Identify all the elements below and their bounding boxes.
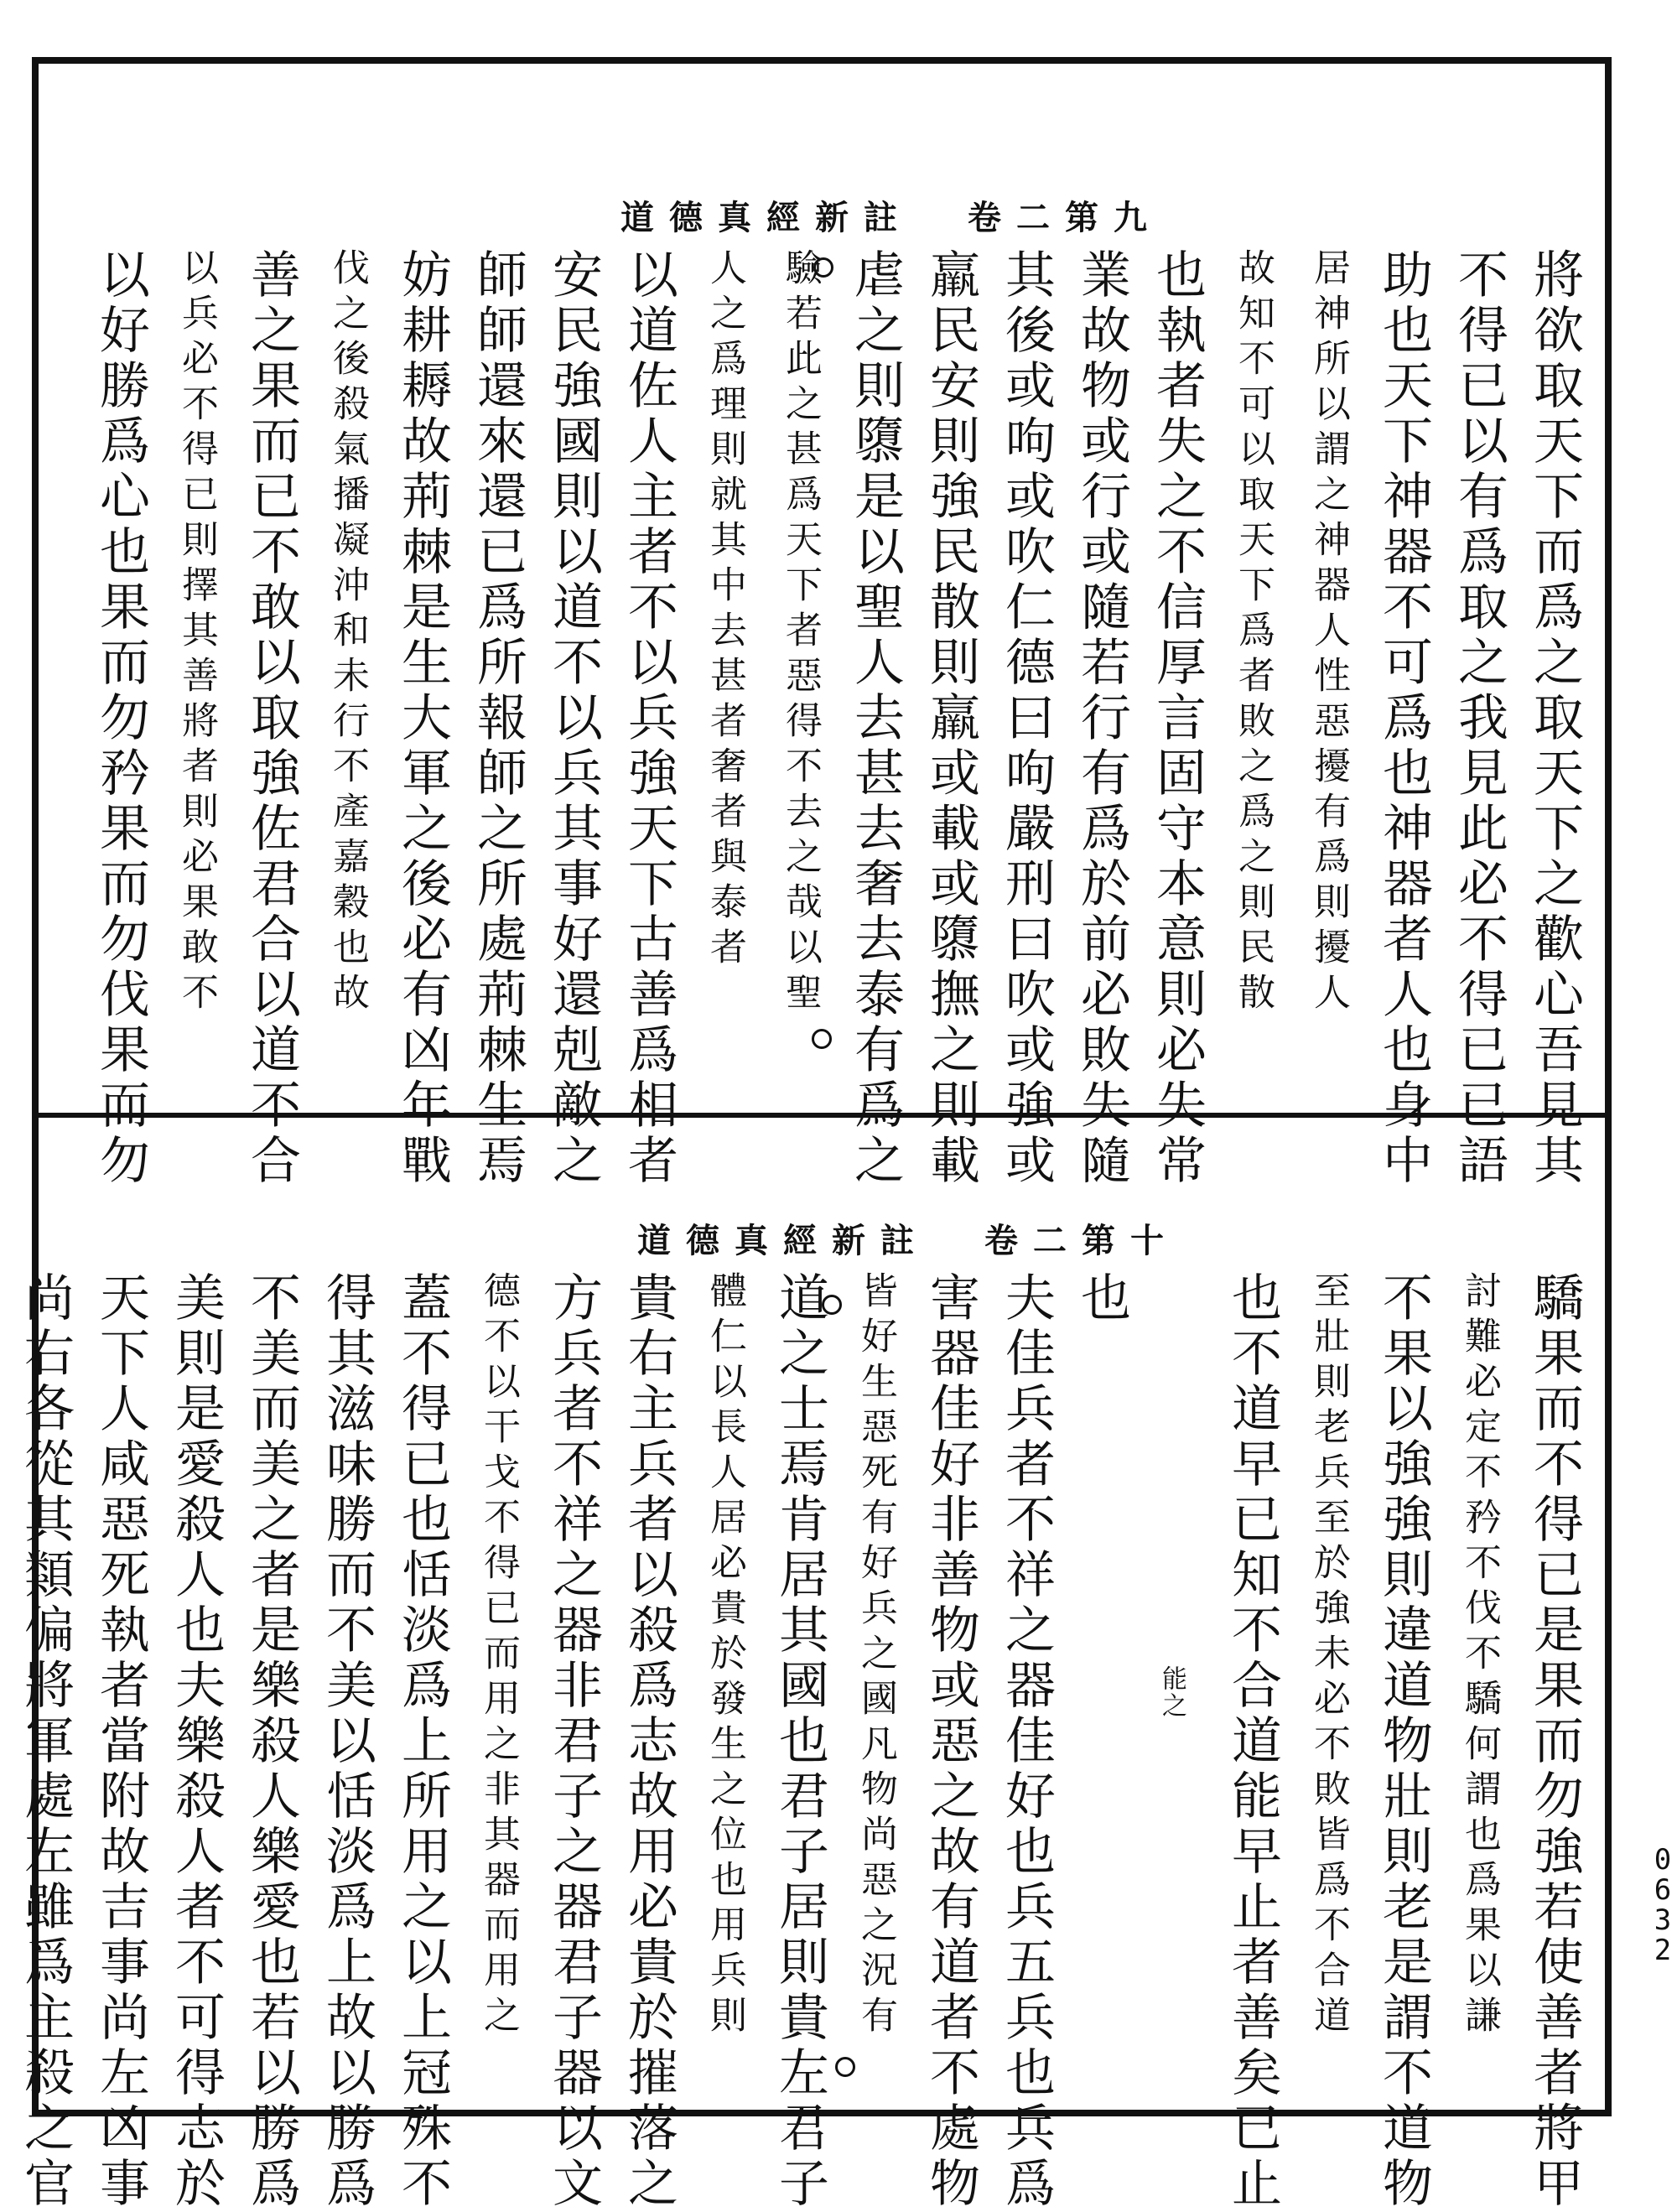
- text-column-text: 道之士焉肯居其國也君子居則貴左君子: [771, 1271, 829, 2212]
- text-column: [1434, 248, 1509, 1189]
- text-column-text: 羸民安則強民散則羸或載或隳撫之則載: [922, 248, 980, 1189]
- text-column-text: 討難必定不矜不伐不驕何謂也爲果以謙: [1458, 1271, 1501, 2041]
- page-number-digit: 2: [1654, 1934, 1672, 1968]
- top-page-header: [620, 191, 1162, 239]
- text-column: [679, 1271, 755, 2110]
- top-header-title: 道德真經新註: [620, 198, 912, 237]
- text-column-text: 尚右各從其類偏將軍處左雖爲主殺之官: [16, 1271, 75, 2212]
- top-header-volume: 卷二第九: [968, 198, 1162, 237]
- text-column-text: 能之: [1157, 1665, 1186, 1719]
- text-column-text: 也不道早已知不合道能早止者善矣已止: [1223, 1271, 1282, 2212]
- text-column: [1057, 1271, 1132, 2110]
- text-column-text: 助也天下神器不可爲也神器者人也身中: [1374, 248, 1433, 1189]
- text-column: [1358, 1271, 1434, 2212]
- text-column: [1283, 248, 1358, 1087]
- text-column-text: 善之果而已不敢以取強佐君合以道不合: [242, 248, 301, 1189]
- text-column: [981, 1271, 1057, 2212]
- text-column: [453, 1271, 528, 2110]
- text-column-text: 將欲取天下而爲之取天下之歡心吾見其: [1525, 248, 1584, 1189]
- text-column-text: 體仁以長人居必貴於發生之位也用兵則: [704, 1271, 746, 2041]
- text-column: [377, 248, 453, 1189]
- text-column-text: 貴右主兵者以殺爲志故用必貴於摧落之: [620, 1271, 678, 2212]
- page-number-digit: 3: [1654, 1903, 1672, 1938]
- text-column: [1509, 248, 1585, 1189]
- text-column: [604, 1271, 679, 2212]
- text-column-text: 也: [1072, 1271, 1131, 1327]
- text-column-text: 以道佐人主者不以兵強天下古善爲相者: [620, 248, 678, 1189]
- text-column: [1509, 1271, 1585, 2212]
- text-column-text: 伐之後殺氣播凝沖和未行不產嘉穀也故: [326, 248, 369, 1018]
- text-column: [604, 248, 679, 1189]
- text-column-text: 師師還來還已爲所報師之所處荊棘生焉: [469, 248, 527, 1189]
- text-column: [453, 248, 528, 1189]
- bottom-page-header: [637, 1214, 1179, 1262]
- text-column: [302, 248, 377, 1087]
- text-column: [151, 248, 226, 1087]
- text-column-text: 居神所以謂之神器人性惡擾有爲則擾人: [1307, 248, 1350, 1018]
- text-column-text: 人之爲理則就其中去甚者奢者與泰者: [704, 248, 746, 973]
- text-column: [75, 1271, 151, 2212]
- text-column: [151, 1271, 226, 2212]
- text-column: [226, 248, 302, 1189]
- text-column-text: 得其滋味勝而不美以恬淡爲上故以勝爲: [318, 1271, 376, 2212]
- text-column: [1132, 1271, 1207, 2110]
- text-column-text: 妨耕耨故荊棘是生大軍之後必有凶年戰: [393, 248, 452, 1189]
- text-column-text: 至壯則老兵至於強未必不敗皆爲不合道: [1307, 1271, 1350, 2041]
- text-column-text: 以好勝爲心也果而勿矜果而勿伐果而勿: [91, 248, 150, 1189]
- text-column-text: 驗若此之甚爲天下者惡得不去之哉以聖: [779, 248, 822, 1018]
- text-column-text: 夫佳兵者不祥之器佳好也兵五兵也兵爲: [997, 1271, 1056, 2212]
- text-column-text: 虐之則隳是以聖人去甚去奢去泰有爲之: [846, 248, 905, 1189]
- top-text-section: [67, 248, 1585, 1189]
- text-column-text: 也執者失之不信厚言固守本意則必失常: [1148, 248, 1207, 1189]
- text-column: [226, 1271, 302, 2212]
- text-column: [528, 248, 604, 1189]
- bottom-header-volume: 卷二第十: [984, 1221, 1179, 1260]
- text-column-text: 其後或呴或吹仁德曰呴嚴刑曰吹或強或: [997, 248, 1056, 1189]
- text-column-text: 安民強國則以道不以兵其事好還剋敵之: [544, 248, 603, 1189]
- text-column: [528, 1271, 604, 2212]
- text-column: [981, 248, 1057, 1189]
- text-column-text: 德不以干戈不得已而用之非其器而用之: [477, 1271, 520, 2041]
- text-column: [1132, 248, 1207, 1189]
- page-number: [1650, 1843, 1675, 1968]
- text-column: [302, 1271, 377, 2212]
- text-column: [1283, 1271, 1358, 2110]
- text-column-text: 害器佳好非善物或惡之故有道者不處物: [922, 1271, 980, 2212]
- text-column: [1434, 1271, 1509, 2110]
- text-column: [755, 1271, 830, 2212]
- text-column: [830, 248, 906, 1189]
- text-column: [75, 248, 151, 1189]
- text-column-text: 不得已以有爲取之我見此必不得已已語: [1450, 248, 1508, 1189]
- text-column-text: 不美而美之者是樂殺人樂愛也若以勝爲: [242, 1271, 301, 2212]
- text-column-text: 業故物或行或隨若行有爲於前必敗失隨: [1072, 248, 1131, 1189]
- text-column-text: 驕果而不得已是果而勿強若使善者將甲: [1525, 1271, 1584, 2212]
- text-column-text: 蓋不得已也恬淡爲上所用之以上冠殊不: [393, 1271, 452, 2212]
- page-number-digit: 0: [1654, 1843, 1672, 1877]
- text-column: [1057, 248, 1132, 1189]
- text-column: [1207, 1271, 1283, 2212]
- bottom-header-title: 道德真經新註: [637, 1221, 929, 1260]
- text-column: [906, 1271, 981, 2212]
- text-column: [377, 1271, 453, 2212]
- text-column: [830, 1271, 906, 2110]
- text-column-text: 故知不可以取天下爲者敗之爲之則民散: [1232, 248, 1275, 1018]
- text-column: [679, 248, 755, 1087]
- text-column-text: 美則是愛殺人也夫樂殺人者不可得志於: [167, 1271, 226, 2212]
- text-column-text: 不果以強強則違道物壯則老是謂不道物: [1374, 1271, 1433, 2212]
- text-column-text: 天下人咸惡死執者當附故吉事尚左凶事: [91, 1271, 150, 2212]
- bottom-text-section: [16, 1271, 1585, 2212]
- text-column-text: 以兵必不得已則擇其善將者則必果敢不: [175, 248, 218, 1018]
- text-column-text: 皆好生惡死有好兵之國凡物尚惡之況有: [854, 1271, 897, 2041]
- text-column: [755, 248, 830, 1087]
- page-number-digit: 6: [1654, 1873, 1672, 1908]
- text-column: [1207, 248, 1283, 1087]
- text-column: [906, 248, 981, 1189]
- text-column: [1358, 248, 1434, 1189]
- text-column-text: 方兵者不祥之器非君子之器君子器以文: [544, 1271, 603, 2212]
- text-column: [0, 1271, 75, 2212]
